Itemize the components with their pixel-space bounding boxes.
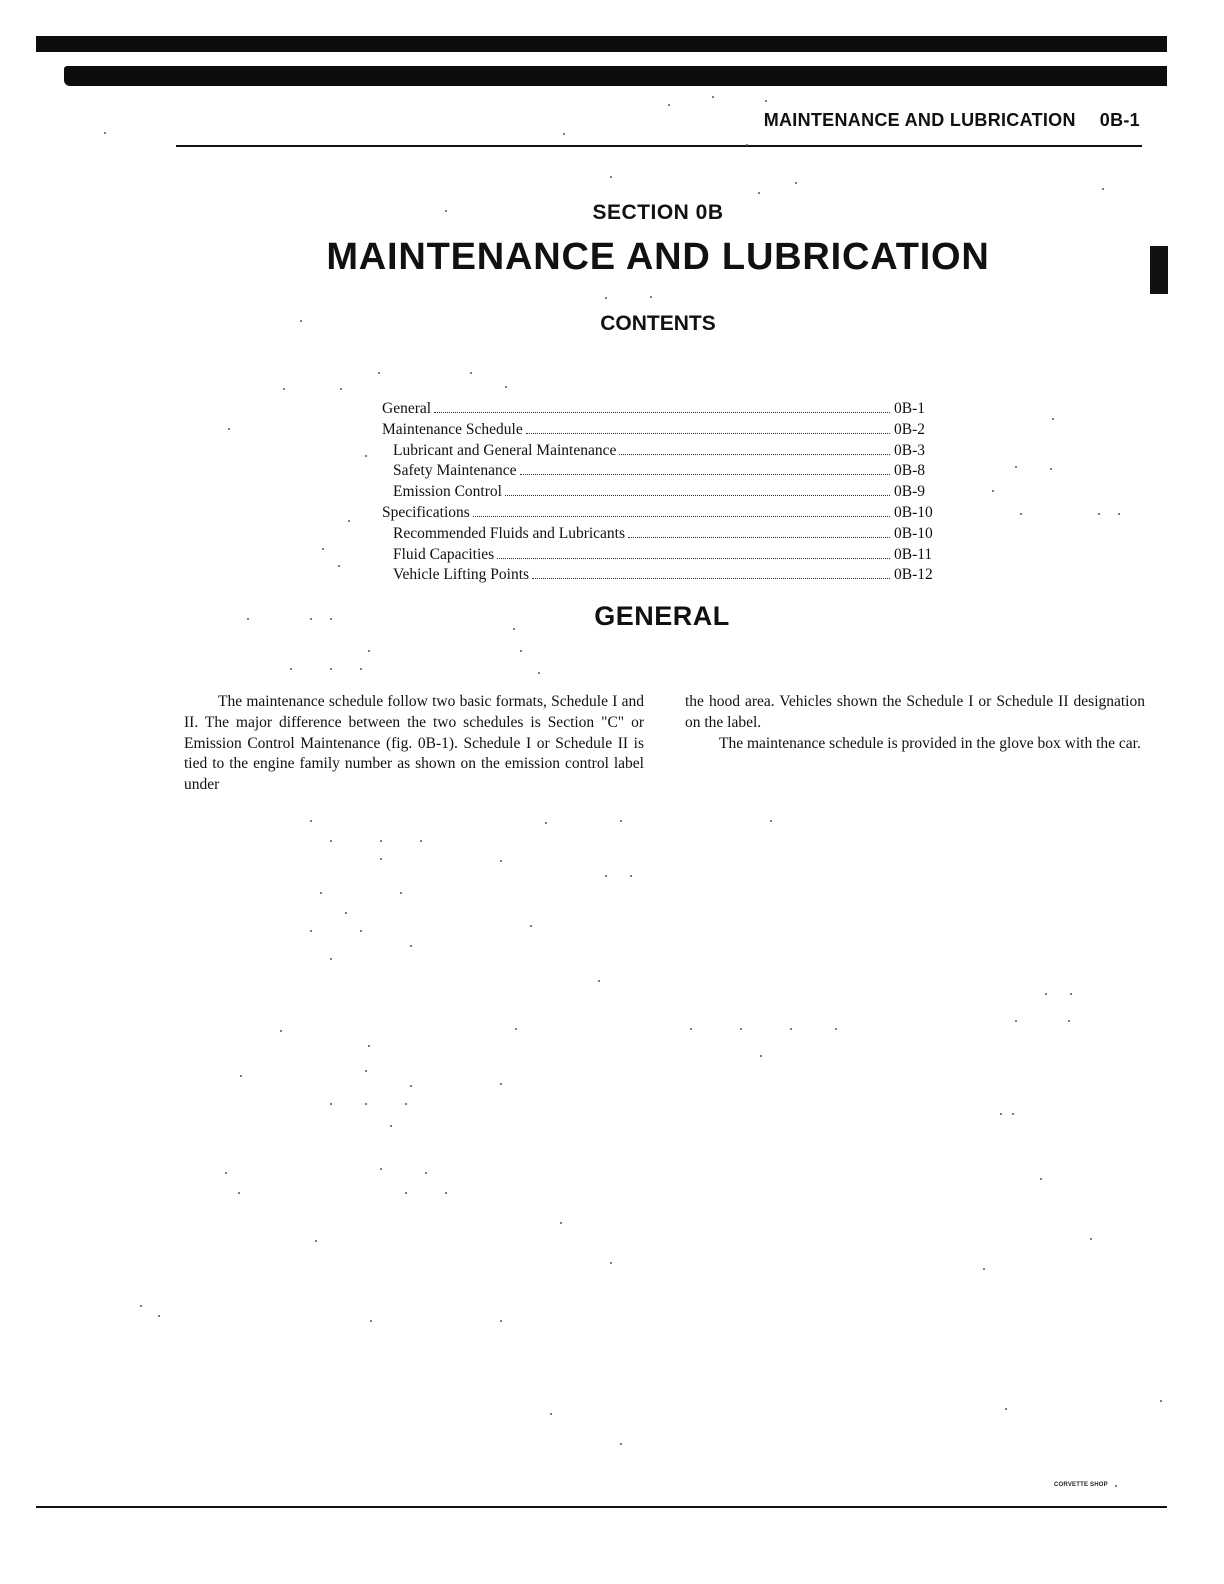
scan-speck [410, 945, 412, 947]
scan-speck [104, 132, 106, 134]
body-paragraph-1-part-2: the hood area. Vehicles shown the Schedule I or Schedule II designation on the label. [685, 693, 1145, 731]
scan-speck [340, 388, 342, 390]
scan-speck [790, 1028, 792, 1030]
toc-entry-lubricant-general-maintenance [382, 441, 942, 462]
footer-rule [36, 1506, 1167, 1508]
scan-speck [1005, 1408, 1007, 1410]
scan-speck [513, 628, 515, 630]
scan-speck [368, 1045, 370, 1047]
toc-entry-label: General [382, 400, 432, 417]
scan-speck [1020, 513, 1022, 515]
toc-entry-label: Recommended Fluids and Lubricants [393, 524, 626, 542]
dot-leader [473, 516, 890, 517]
scan-speck [668, 104, 670, 106]
scan-speck [322, 548, 324, 550]
toc-entry-label: Vehicle Lifting Points [393, 566, 530, 584]
scan-speck [500, 1083, 502, 1085]
scan-speck [560, 1222, 562, 1224]
dot-leader [619, 454, 890, 455]
toc-entry-safety-maintenance [382, 461, 942, 482]
scan-speck [746, 144, 748, 146]
scan-speck [760, 1055, 762, 1057]
scan-speck [348, 520, 350, 522]
scan-speck [605, 875, 607, 877]
scan-speck [310, 820, 312, 822]
body-column-left [184, 692, 644, 796]
scan-speck [380, 840, 382, 842]
contents-heading: CONTENTS [600, 312, 716, 335]
scan-speck [365, 1103, 367, 1105]
scan-speck [1045, 993, 1047, 995]
footer-mark: CORVETTE SHOP [1054, 1482, 1108, 1488]
scan-speck [500, 860, 502, 862]
top-border-bar [36, 36, 1167, 52]
scan-speck [1115, 1485, 1117, 1487]
toc-entry-label: Fluid Capacities [393, 545, 495, 563]
scan-speck [505, 386, 507, 388]
scan-speck [1068, 1020, 1070, 1022]
toc-entry-emission-control [382, 482, 942, 503]
scan-speck [405, 1103, 407, 1105]
scan-speck [620, 820, 622, 822]
scan-speck [228, 428, 230, 430]
header-rule [176, 145, 1142, 147]
scan-speck [310, 930, 312, 932]
scan-speck [368, 650, 370, 652]
scan-speck [1000, 1113, 1002, 1115]
general-heading: GENERAL [594, 601, 730, 631]
scan-speck [712, 96, 714, 98]
scan-speck [290, 668, 292, 670]
scan-speck [758, 192, 760, 194]
scan-speck [538, 672, 540, 674]
toc-entry-page: 0B-10 [894, 503, 933, 521]
scan-speck [310, 618, 312, 620]
scan-speck [283, 388, 285, 390]
table-of-contents [382, 399, 942, 586]
scan-speck [795, 182, 797, 184]
toc-entry-page: 0B-11 [894, 545, 933, 563]
scan-speck [740, 1028, 742, 1030]
section-thumb-tab [1150, 246, 1168, 294]
toc-entry-specifications [382, 503, 942, 524]
scan-speck [345, 912, 347, 914]
scan-speck [420, 840, 422, 842]
dot-leader [505, 495, 890, 496]
scan-speck [1102, 188, 1104, 190]
toc-entry-page: 0B-9 [894, 483, 925, 501]
scan-speck [315, 1240, 317, 1242]
scan-speck [370, 1320, 372, 1322]
scan-speck [238, 1192, 240, 1194]
scan-speck [835, 1028, 837, 1030]
dot-leader [526, 433, 890, 434]
scan-speck [445, 210, 447, 212]
scan-speck [770, 820, 772, 822]
toc-entry-label: Maintenance Schedule [382, 420, 523, 438]
top-border-bar-secondary [64, 66, 1167, 86]
toc-entry-label: Specifications [382, 503, 470, 521]
toc-entry-page: 0B-12 [894, 566, 933, 584]
section-label: SECTION 0B [592, 201, 724, 224]
scan-speck [240, 1075, 242, 1077]
toc-entry-recommended-fluids [382, 524, 942, 545]
scan-speck [1015, 1020, 1017, 1022]
toc-entry-page: 0B-2 [894, 420, 925, 438]
scan-speck [225, 1172, 227, 1174]
scan-speck [360, 668, 362, 670]
scan-speck [338, 565, 340, 567]
scan-speck [365, 455, 367, 457]
scan-speck [330, 1103, 332, 1105]
scan-speck [330, 618, 332, 620]
scan-speck [470, 372, 472, 374]
toc-entry-label: Lubricant and General Maintenance [393, 441, 617, 459]
scan-speck [140, 1305, 142, 1307]
scan-speck [330, 958, 332, 960]
scan-speck [410, 1085, 412, 1087]
scan-speck [598, 980, 600, 982]
scan-speck [300, 320, 302, 322]
scan-speck [765, 100, 767, 102]
scan-speck [378, 372, 380, 374]
body-paragraph-2: The maintenance schedule is provided in the glove box with the car. [719, 734, 1141, 752]
page-title: MAINTENANCE AND LUBRICATION [326, 236, 990, 278]
scan-speck [1015, 466, 1017, 468]
toc-entry-fluid-capacities [382, 545, 942, 566]
toc-entry-maintenance-schedule [382, 420, 942, 441]
scan-speck [400, 892, 402, 894]
scan-speck [360, 930, 362, 932]
scan-speck [405, 1192, 407, 1194]
scan-speck [515, 1028, 517, 1030]
scan-speck [1052, 418, 1054, 420]
scan-speck [1090, 1238, 1092, 1240]
scan-speck [425, 1172, 427, 1174]
scan-speck [650, 296, 652, 298]
scan-speck [320, 892, 322, 894]
scan-speck [563, 133, 565, 135]
scan-speck [992, 490, 994, 492]
scan-speck [390, 1125, 392, 1127]
scan-speck [380, 1168, 382, 1170]
toc-entry-vehicle-lifting-points [382, 565, 942, 586]
scan-speck [1070, 993, 1072, 995]
scan-speck [690, 1028, 692, 1030]
body-column-right [685, 692, 1145, 754]
scan-speck [330, 668, 332, 670]
toc-entry-label: Safety Maintenance [393, 462, 517, 480]
dot-leader [434, 412, 890, 413]
scan-speck [520, 650, 522, 652]
scan-speck [330, 840, 332, 842]
toc-entry-page: 0B-10 [894, 524, 933, 542]
toc-entry-label: Emission Control [393, 483, 502, 501]
scan-speck [158, 1315, 160, 1317]
scan-speck [630, 875, 632, 877]
scan-speck [247, 618, 249, 620]
dot-leader [497, 558, 890, 559]
scan-speck [280, 1030, 282, 1032]
dot-leader [628, 537, 890, 538]
running-head-page-number: 0B-1 [1099, 110, 1140, 130]
scan-speck [610, 176, 612, 178]
dot-leader [520, 474, 890, 475]
scan-speck [365, 1070, 367, 1072]
scan-speck [380, 858, 382, 860]
scan-speck [530, 925, 532, 927]
running-head-title: MAINTENANCE AND LUBRICATION [763, 110, 1076, 130]
scan-speck [445, 1192, 447, 1194]
scan-speck [1118, 513, 1120, 515]
toc-entry-page: 0B-3 [894, 441, 925, 459]
scan-speck [545, 822, 547, 824]
toc-entry-page: 0B-1 [894, 400, 925, 417]
scan-speck [500, 1320, 502, 1322]
scan-speck [1012, 1113, 1014, 1115]
scan-speck [1040, 1178, 1042, 1180]
scan-speck [610, 1262, 612, 1264]
scan-speck [1098, 513, 1100, 515]
toc-entry-page: 0B-8 [894, 462, 925, 480]
toc-entry-general [382, 399, 942, 420]
scan-speck [1050, 468, 1052, 470]
scan-speck [605, 297, 607, 299]
scan-speck [620, 1443, 622, 1445]
scan-speck [1160, 1400, 1162, 1402]
running-head [176, 110, 1140, 131]
scan-speck [550, 1413, 552, 1415]
body-paragraph-1-part-1: The maintenance schedule follow two basic formats, Schedule I and II. The major difference between the two schedules is Section "C" or Emission Control Maintenance (fig. 0B-1). Schedule I or Schedule II is tied to the engine family number as shown on the emission control label under [184, 693, 644, 794]
dot-leader [532, 578, 890, 579]
scan-speck [983, 1268, 985, 1270]
